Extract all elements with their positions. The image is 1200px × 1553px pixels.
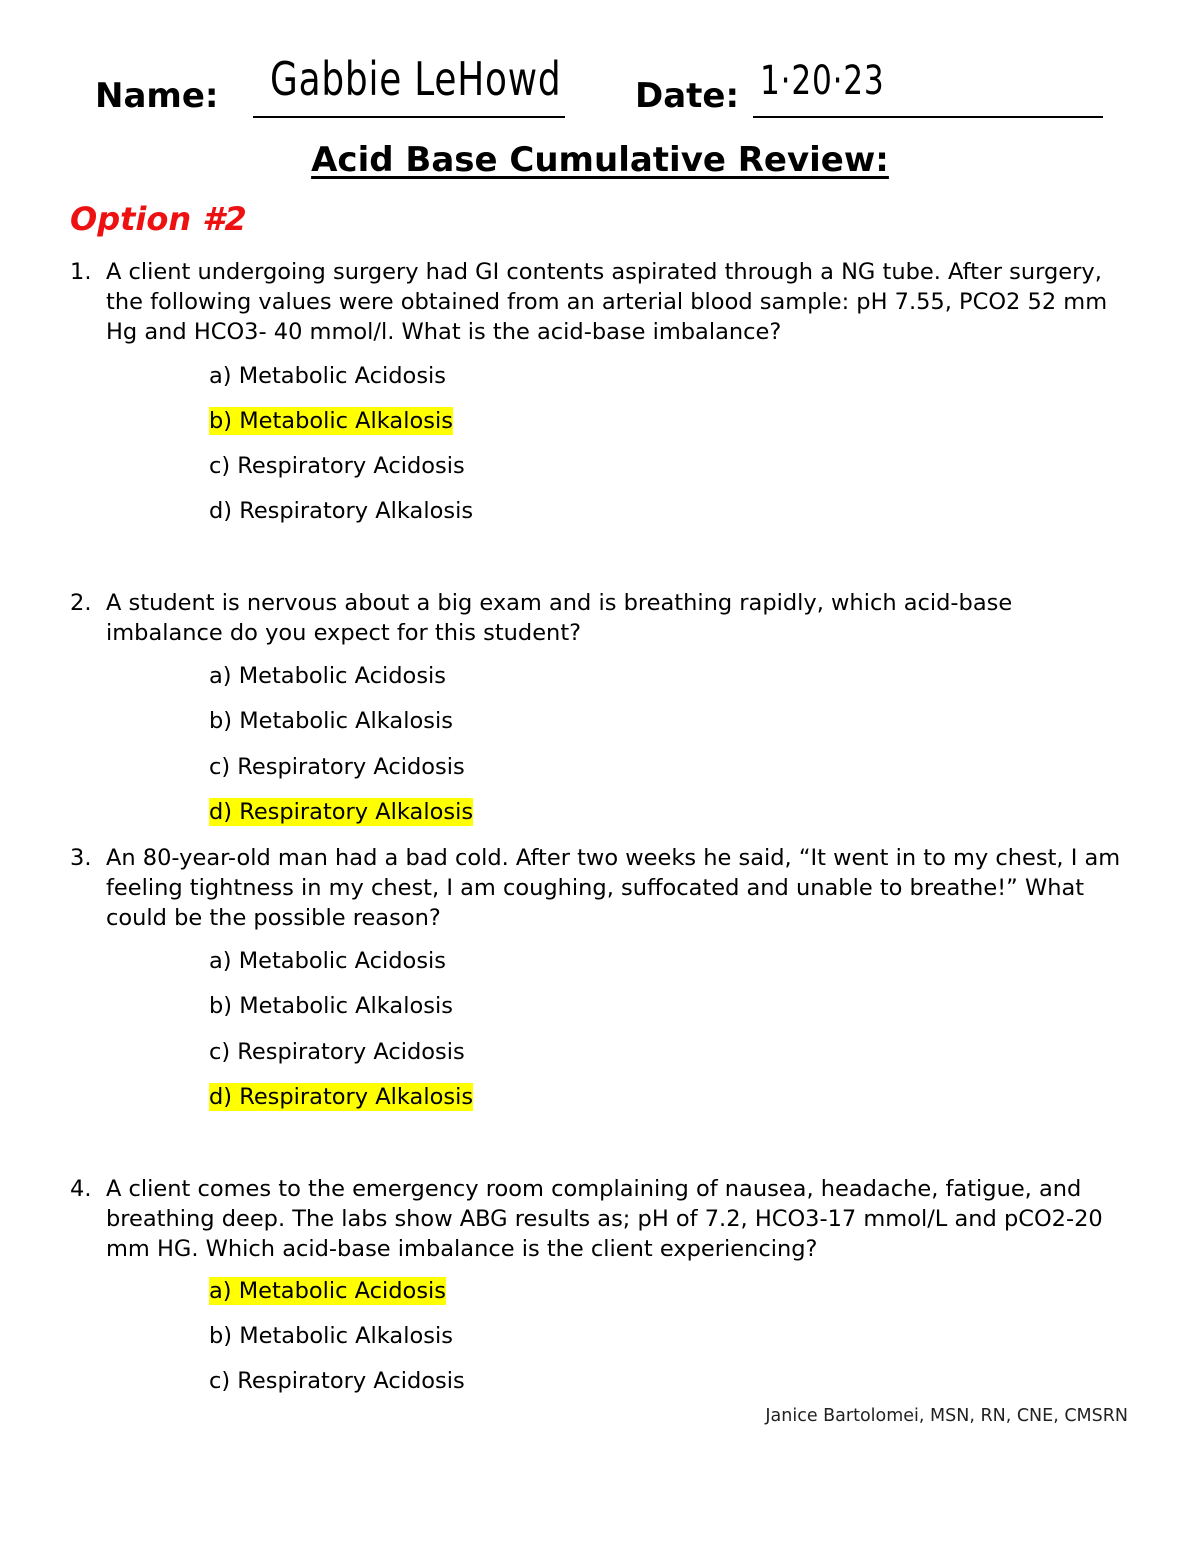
name-label: Name: [95,76,219,116]
answer-option[interactable]: d) Respiratory Alkalosis [209,799,474,825]
answer-option[interactable]: c) Respiratory Acidosis [209,1368,465,1394]
answer-option[interactable]: c) Respiratory Acidosis [209,1039,465,1065]
answer-option[interactable]: a) Metabolic Acidosis [209,663,447,689]
option-heading: Option #2 [70,200,247,238]
question-2 [70,588,1130,648]
answer-option[interactable]: c) Respiratory Acidosis [209,453,465,479]
page-title [0,140,1200,180]
question-number: 2. [70,590,92,616]
question-3 [70,843,1130,933]
header-row [95,40,1115,130]
answer-option[interactable]: c) Respiratory Acidosis [209,754,465,780]
date-underline [753,116,1103,118]
question-number: 3. [70,845,92,871]
question-1 [70,257,1130,347]
name-underline [253,116,565,118]
answer-option[interactable]: a) Metabolic Acidosis [209,1278,447,1304]
answer-option[interactable]: b) Metabolic Alkalosis [209,1323,453,1349]
question-text: An 80-year-old man had a bad cold. After two weeks he said, “It went in to my chest, I am feeling tightness in my chest, I am coughing, suffocated and unable to breathe!” What could be the possible reason? [106,845,1121,931]
answer-option[interactable]: d) Respiratory Alkalosis [209,1084,474,1110]
name-handwritten-value: Gabbie LeHowd [270,52,562,106]
answer-option[interactable]: a) Metabolic Acidosis [209,363,447,389]
answer-option[interactable]: a) Metabolic Acidosis [209,948,447,974]
question-text: A client undergoing surgery had GI contents aspirated through a NG tube. After surgery, the following values were obtained from an arterial blood sample: pH 7.55, PCO2 52 mm Hg and HCO3- 40 mmol/l. What is the acid-base imbalance? [106,259,1108,345]
question-text: A student is nervous about a big exam and is breathing rapidly, which acid-base imbalance do you expect for this student? [106,590,1013,646]
date-label: Date: [635,76,740,116]
date-handwritten-value: 1·20·23 [760,58,885,104]
answer-option[interactable]: b) Metabolic Alkalosis [209,993,453,1019]
page-title-text: Acid Base Cumulative Review: [311,140,889,180]
answer-option[interactable]: b) Metabolic Alkalosis [209,708,453,734]
question-4 [70,1174,1130,1264]
answer-option[interactable]: d) Respiratory Alkalosis [209,498,474,524]
question-number: 1. [70,259,92,285]
question-number: 4. [70,1176,92,1202]
footer-author: Janice Bartolomei, MSN, RN, CNE, CMSRN [765,1406,1128,1426]
answer-option[interactable]: b) Metabolic Alkalosis [209,408,453,434]
question-text: A client comes to the emergency room complaining of nausea, headache, fatigue, and breathing deep. The labs show ABG results as; pH of 7.2, HCO3-17 mmol/L and pCO2-20 mm HG. Which acid-base imbalance is the client experiencing? [106,1176,1103,1262]
